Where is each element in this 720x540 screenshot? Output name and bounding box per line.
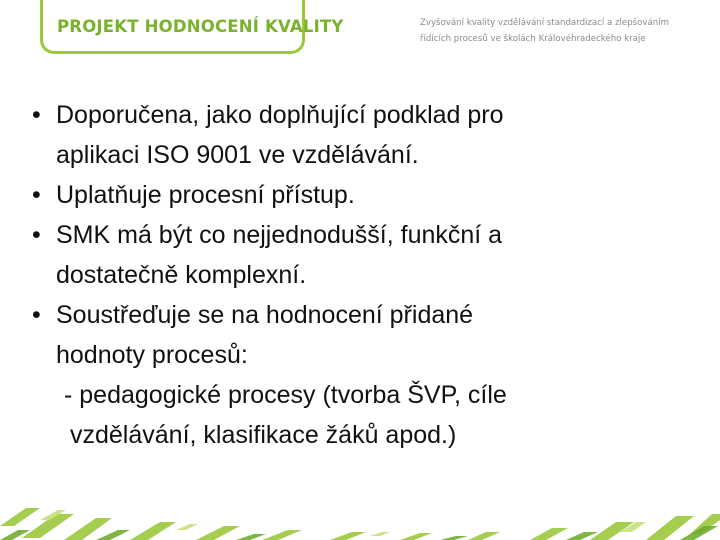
subtitle-line: řídících procesů ve školách Královéhradeckého kraje <box>420 34 646 44</box>
bullet-icon: • <box>32 301 41 329</box>
project-subtitle <box>420 15 710 47</box>
bullet-text: Uplatňuje procesní přístup. <box>56 181 355 209</box>
bullet-continuation: hodnoty procesů: <box>56 341 248 369</box>
project-logo <box>40 0 344 54</box>
bullet-item <box>32 175 702 215</box>
bullet-continuation: dostatečně komplexní. <box>56 261 307 289</box>
bullet-text: SMK má být co nejjednodušší, funkční a <box>56 221 503 249</box>
bullet-text: Soustřeďuje se na hodnocení přidané <box>56 301 474 329</box>
bullet-icon: • <box>32 221 41 249</box>
bullet-text: Doporučena, jako doplňující podklad pro <box>56 101 504 129</box>
bullet-item <box>32 215 702 255</box>
bullet-icon: • <box>32 181 41 209</box>
bullet-item <box>32 295 702 335</box>
slide-content <box>32 95 702 455</box>
bullet-continuation: aplikaci ISO 9001 ve vzdělávání. <box>56 141 419 169</box>
subtitle-line: Zvyšování kvality vzdělávání standardizací a zlepšováním <box>420 18 669 28</box>
logo-text: PROJEKT HODNOCENÍ KVALITY <box>57 17 344 36</box>
bullet-icon: • <box>32 101 41 129</box>
sub-item: - pedagogické procesy (tvorba ŠVP, cíle <box>64 381 507 409</box>
bullet-item <box>32 95 702 135</box>
sub-item-continuation: vzdělávání, klasifikace žáků apod.) <box>70 421 457 449</box>
decorative-footer <box>0 460 720 540</box>
